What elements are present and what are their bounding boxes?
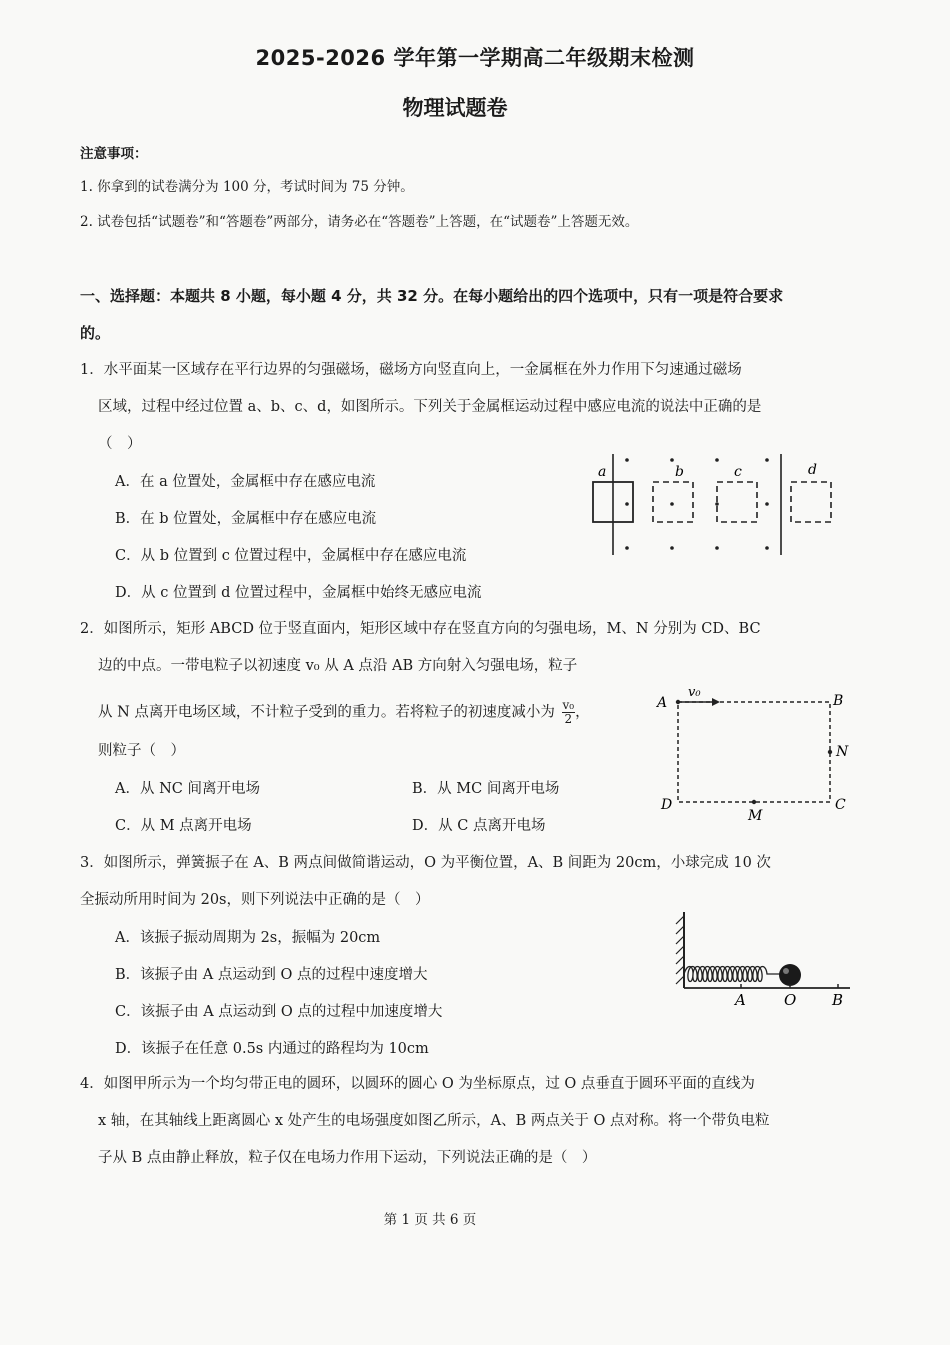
q2-fraction <box>562 699 576 726</box>
q2-velocity-arrowhead <box>712 698 720 706</box>
q1-frame-d <box>791 482 831 522</box>
q1-stem-line2: 区域，过程中经过位置 a、b、c、d，如图所示。下列关于金属框运动过程中感应电流的说法中正确的是 <box>98 399 762 415</box>
q1-label-b: b <box>675 464 684 480</box>
q1-label-c: c <box>734 464 742 480</box>
notice-item-2: 2. 试卷包括“试题卷”和“答题卷”两部分，请务必在“答题卷”上答题，在“试题卷”上答题无效。 <box>80 214 639 230</box>
q2-stem-line3-end: ， <box>575 704 590 721</box>
q2-rectangle-abcd <box>678 702 830 802</box>
q3-option-a: A．该振子振动周期为 2s，振幅为 20cm <box>115 930 381 946</box>
q1-option-b: B．在 b 位置处，金属框中存在感应电流 <box>115 511 377 527</box>
q1-option-c: C．从 b 位置到 c 位置过程中，金属框中存在感应电流 <box>115 548 467 564</box>
exam-title: 2025-2026 学年第一学期高二年级期末检测 <box>255 46 695 70</box>
q3-label-b: B <box>832 991 844 1009</box>
q2-point-m <box>752 800 756 804</box>
q1-label-d: d <box>808 462 817 478</box>
q2-label-c: C <box>835 797 846 813</box>
notice-heading: 注意事项： <box>80 146 148 162</box>
q2-electric-field-figure <box>650 680 855 825</box>
q2-point-n <box>828 750 832 754</box>
q2-label-m: M <box>748 808 763 824</box>
exam-subtitle: 物理试题卷 <box>402 96 508 120</box>
q2-label-n: N <box>836 744 849 760</box>
q2-answer-bracket: 则粒子（ ） <box>98 743 185 759</box>
q1-label-a: a <box>598 464 607 480</box>
q1-frame-c <box>717 482 757 522</box>
q3-ball <box>779 964 801 986</box>
q2-option-b: B．从 MC 间离开电场 <box>412 781 560 797</box>
q3-wall-hatching <box>676 916 684 984</box>
notice-item-1: 1. 你拿到的试卷满分为 100 分，考试时间为 75 分钟。 <box>80 179 414 195</box>
q1-field-dots <box>625 458 769 550</box>
q2-velocity-label: v₀ <box>688 685 701 700</box>
q4-stem-line1: 4．如图甲所示为一个均匀带正电的圆环，以圆环的圆心 O 为坐标原点，过 O 点垂直于圆环平面的直线为 <box>80 1076 755 1092</box>
q3-spring <box>684 967 780 982</box>
q3-stem-line2: 全振动所用时间为 20s，则下列说法中正确的是（ ） <box>80 892 430 908</box>
section1-line2: 的。 <box>80 324 111 342</box>
page-number: 第 1 页 共 6 页 <box>383 1212 477 1228</box>
q2-label-d: D <box>661 797 673 813</box>
q3-spring-oscillator-figure <box>668 906 858 1016</box>
q4-stem-line2: x 轴，在其轴线上距离圆心 x 处产生的电场强度如图乙所示，A、B 两点关于 O 点对称。将一个带负电粒 <box>98 1113 770 1129</box>
q2-stem-line3 <box>98 699 590 726</box>
q2-option-a: A．从 NC 间离开电场 <box>115 781 260 797</box>
q2-fraction-num: v₀ <box>562 698 575 712</box>
q2-label-a: A <box>657 695 668 711</box>
q4-stem-line3: 子从 B 点由静止释放，粒子仅在电场力作用下运动，下列说法正确的是（ ） <box>98 1150 597 1166</box>
q1-frame-b <box>653 482 693 522</box>
q2-fraction-den: 2 <box>564 712 573 726</box>
q3-option-d: D．该振子在任意 0.5s 内通过的路程均为 10cm <box>115 1041 429 1057</box>
q2-option-d: D．从 C 点离开电场 <box>412 818 546 834</box>
q2-stem-line2: 边的中点。一带电粒子以初速度 v₀ 从 A 点沿 AB 方向射入匀强电场，粒子 <box>98 658 578 674</box>
q3-option-b: B．该振子由 A 点运动到 O 点的过程中速度增大 <box>115 967 428 983</box>
q1-option-a: A．在 a 位置处，金属框中存在感应电流 <box>115 474 376 490</box>
q3-label-a: A <box>735 991 746 1009</box>
q3-stem-line1: 3．如图所示，弹簧振子在 A、B 两点间做简谐运动，O 为平衡位置，A、B 间距为 20cm，小球完成 10 次 <box>80 855 771 871</box>
q3-ball-highlight <box>783 968 789 974</box>
q2-label-b: B <box>833 693 844 709</box>
q3-option-c: C．该振子由 A 点运动到 O 点的过程中加速度增大 <box>115 1004 443 1020</box>
section1-line1: 一、选择题：本题共 8 小题，每小题 4 分，共 32 分。在每小题给出的四个选项中，只有一项是符合要求 <box>80 287 784 305</box>
q1-stem-line1: 1．水平面某一区域存在平行边界的匀强磁场，磁场方向竖直向上，一金属框在外力作用下匀速通过磁场 <box>80 362 742 378</box>
q2-point-a <box>676 700 680 704</box>
q2-stem-line1: 2．如图所示，矩形 ABCD 位于竖直面内，矩形区域中存在竖直方向的匀强电场，M、N 分别为 CD、BC <box>80 621 761 637</box>
q2-option-c: C．从 M 点离开电场 <box>115 818 252 834</box>
q2-stem-line3-text: 从 N 点离开电场区域，不计粒子受到的重力。若将粒子的初速度减小为 <box>98 704 555 721</box>
q1-magnetic-field-figure <box>585 452 845 557</box>
q3-label-o: O <box>784 991 797 1009</box>
q1-option-d: D．从 c 位置到 d 位置过程中，金属框中始终无感应电流 <box>115 585 482 601</box>
q1-answer-bracket: （ ） <box>98 436 142 452</box>
